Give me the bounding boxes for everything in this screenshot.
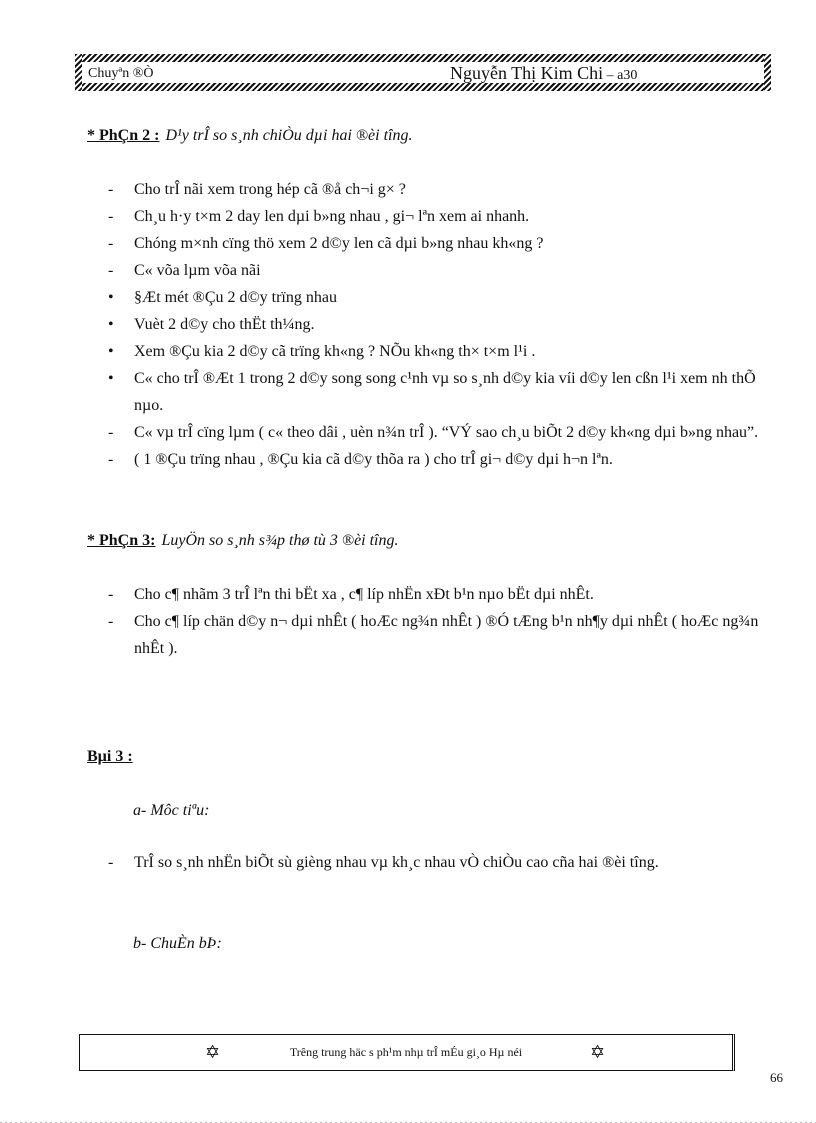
list-item xyxy=(108,338,768,365)
section3-list xyxy=(108,581,768,662)
list-item xyxy=(108,608,768,662)
header-author xyxy=(450,63,637,84)
bullet-marker xyxy=(108,338,128,365)
header-border-top xyxy=(78,54,768,62)
bai3-list xyxy=(108,849,768,876)
header-border-right xyxy=(764,54,771,91)
footer-box xyxy=(79,1034,735,1071)
header-border-bottom xyxy=(78,83,768,91)
dash-marker xyxy=(108,419,128,446)
bullet-marker xyxy=(108,311,128,338)
list-item-text: TrÎ so s¸nh nhËn biÕt sù gièng nhau vµ kh¸c nhau vÒ chiÒu cao cña hai ®èi tîng. xyxy=(134,854,659,871)
author-name: Nguyễn Thị Kim Chi xyxy=(450,63,604,83)
section2-list xyxy=(108,176,768,473)
chuan-bi-heading: b- ChuÈn bÞ: xyxy=(133,935,222,952)
list-item-text: Cho trÎ nãi xem trong hép cã ®å ch¬i g× ? xyxy=(134,181,406,198)
list-item-text: Chóng m×nh cïng thö xem 2 d©y len cã dµi b»ng nhau kh«ng ? xyxy=(134,235,544,252)
list-item-text: Cho c¶ líp chän d©y n¬ dµi nhÊt ( hoÆc ng¾n nhÊt ) ®Ó tÆng b¹n nh¶y dµi nhÊt ( hoÆc ng¾n nhÊt ). xyxy=(134,613,759,657)
list-item xyxy=(108,365,768,419)
list-item-text: Ch¸u h·y t×m 2 day len dµi b»ng nhau , gi¬ lªn xem ai nhanh. xyxy=(134,208,530,225)
dash-marker xyxy=(108,849,128,876)
bullet-marker xyxy=(108,284,128,311)
dash-marker xyxy=(108,608,128,635)
star-of-david-icon: ✡ xyxy=(590,1042,606,1062)
list-item xyxy=(108,257,768,284)
footer-school-name: Trêng trung häc s ph¹m nhµ trÎ mÉu gi¸o Hµ néi xyxy=(289,1045,523,1059)
author-class: – a30 xyxy=(603,68,638,83)
bai3-label: Bµi 3 : xyxy=(87,748,133,765)
list-item xyxy=(108,203,768,230)
dash-marker xyxy=(108,581,128,608)
section3-heading xyxy=(87,532,399,550)
list-item-text: Cho c¶ nhãm 3 trÎ lªn thi bËt xa , c¶ líp nhËn xÐt b¹n nµo bËt dµi nhÊt. xyxy=(134,586,594,603)
list-item xyxy=(108,176,768,203)
dash-marker xyxy=(108,230,128,257)
header-topic: Chuyªn ®Ò xyxy=(88,66,154,81)
list-item xyxy=(108,419,768,446)
list-item xyxy=(108,284,768,311)
list-item xyxy=(108,581,768,608)
list-item xyxy=(108,230,768,257)
dash-marker xyxy=(108,176,128,203)
list-item-text: C« vµ trÎ cïng lµm ( c« theo dâi , uèn n¾n trÎ ). “VÝ sao ch¸u biÕt 2 d©y kh«ng dµi b»ng nhau”. xyxy=(134,424,759,441)
dash-marker xyxy=(108,446,128,473)
section3-label: * PhÇn 3: xyxy=(87,532,156,549)
list-item-text: C« võa lµm võa nãi xyxy=(134,262,261,279)
page-number: 66 xyxy=(770,1070,783,1085)
section3-title: LuyÖn so s¸nh s¾p thø tù 3 ®èi tîng. xyxy=(161,532,399,549)
bai3-heading xyxy=(87,748,133,766)
section2-title: D¹y trÎ so s¸nh chiÒu dµi hai ®èi tîng. xyxy=(165,127,413,144)
list-item-text: Vuèt 2 d©y cho thËt th¼ng. xyxy=(134,316,315,333)
dash-marker xyxy=(108,257,128,284)
bullet-marker xyxy=(108,365,128,392)
section2-heading xyxy=(87,127,413,145)
list-item xyxy=(108,849,768,876)
header-border-left xyxy=(75,54,82,91)
list-item-text: §Æt mét ®Çu 2 d©y trïng nhau xyxy=(134,289,337,306)
section2-label: * PhÇn 2 : xyxy=(87,127,160,144)
list-item-text: C« cho trÎ ®Æt 1 trong 2 d©y song song c¹nh vµ so s¸nh d©y kia víi d©y len cßn l¹i xem nh thÕ nµo. xyxy=(134,370,756,414)
muc-tieu-heading: a- Môc tiªu: xyxy=(133,802,210,819)
list-item xyxy=(108,446,768,473)
star-of-david-icon: ✡ xyxy=(205,1042,221,1062)
list-item xyxy=(108,311,768,338)
list-item-text: Xem ®Çu kia 2 d©y cã trïng kh«ng ? NÕu kh«ng th× t×m l¹i . xyxy=(134,343,536,360)
dash-marker xyxy=(108,203,128,230)
list-item-text: ( 1 ®Çu trïng nhau , ®Çu kia cã d©y thõa ra ) cho trÎ gi¬ d©y dµi h¬n lªn. xyxy=(134,451,613,468)
